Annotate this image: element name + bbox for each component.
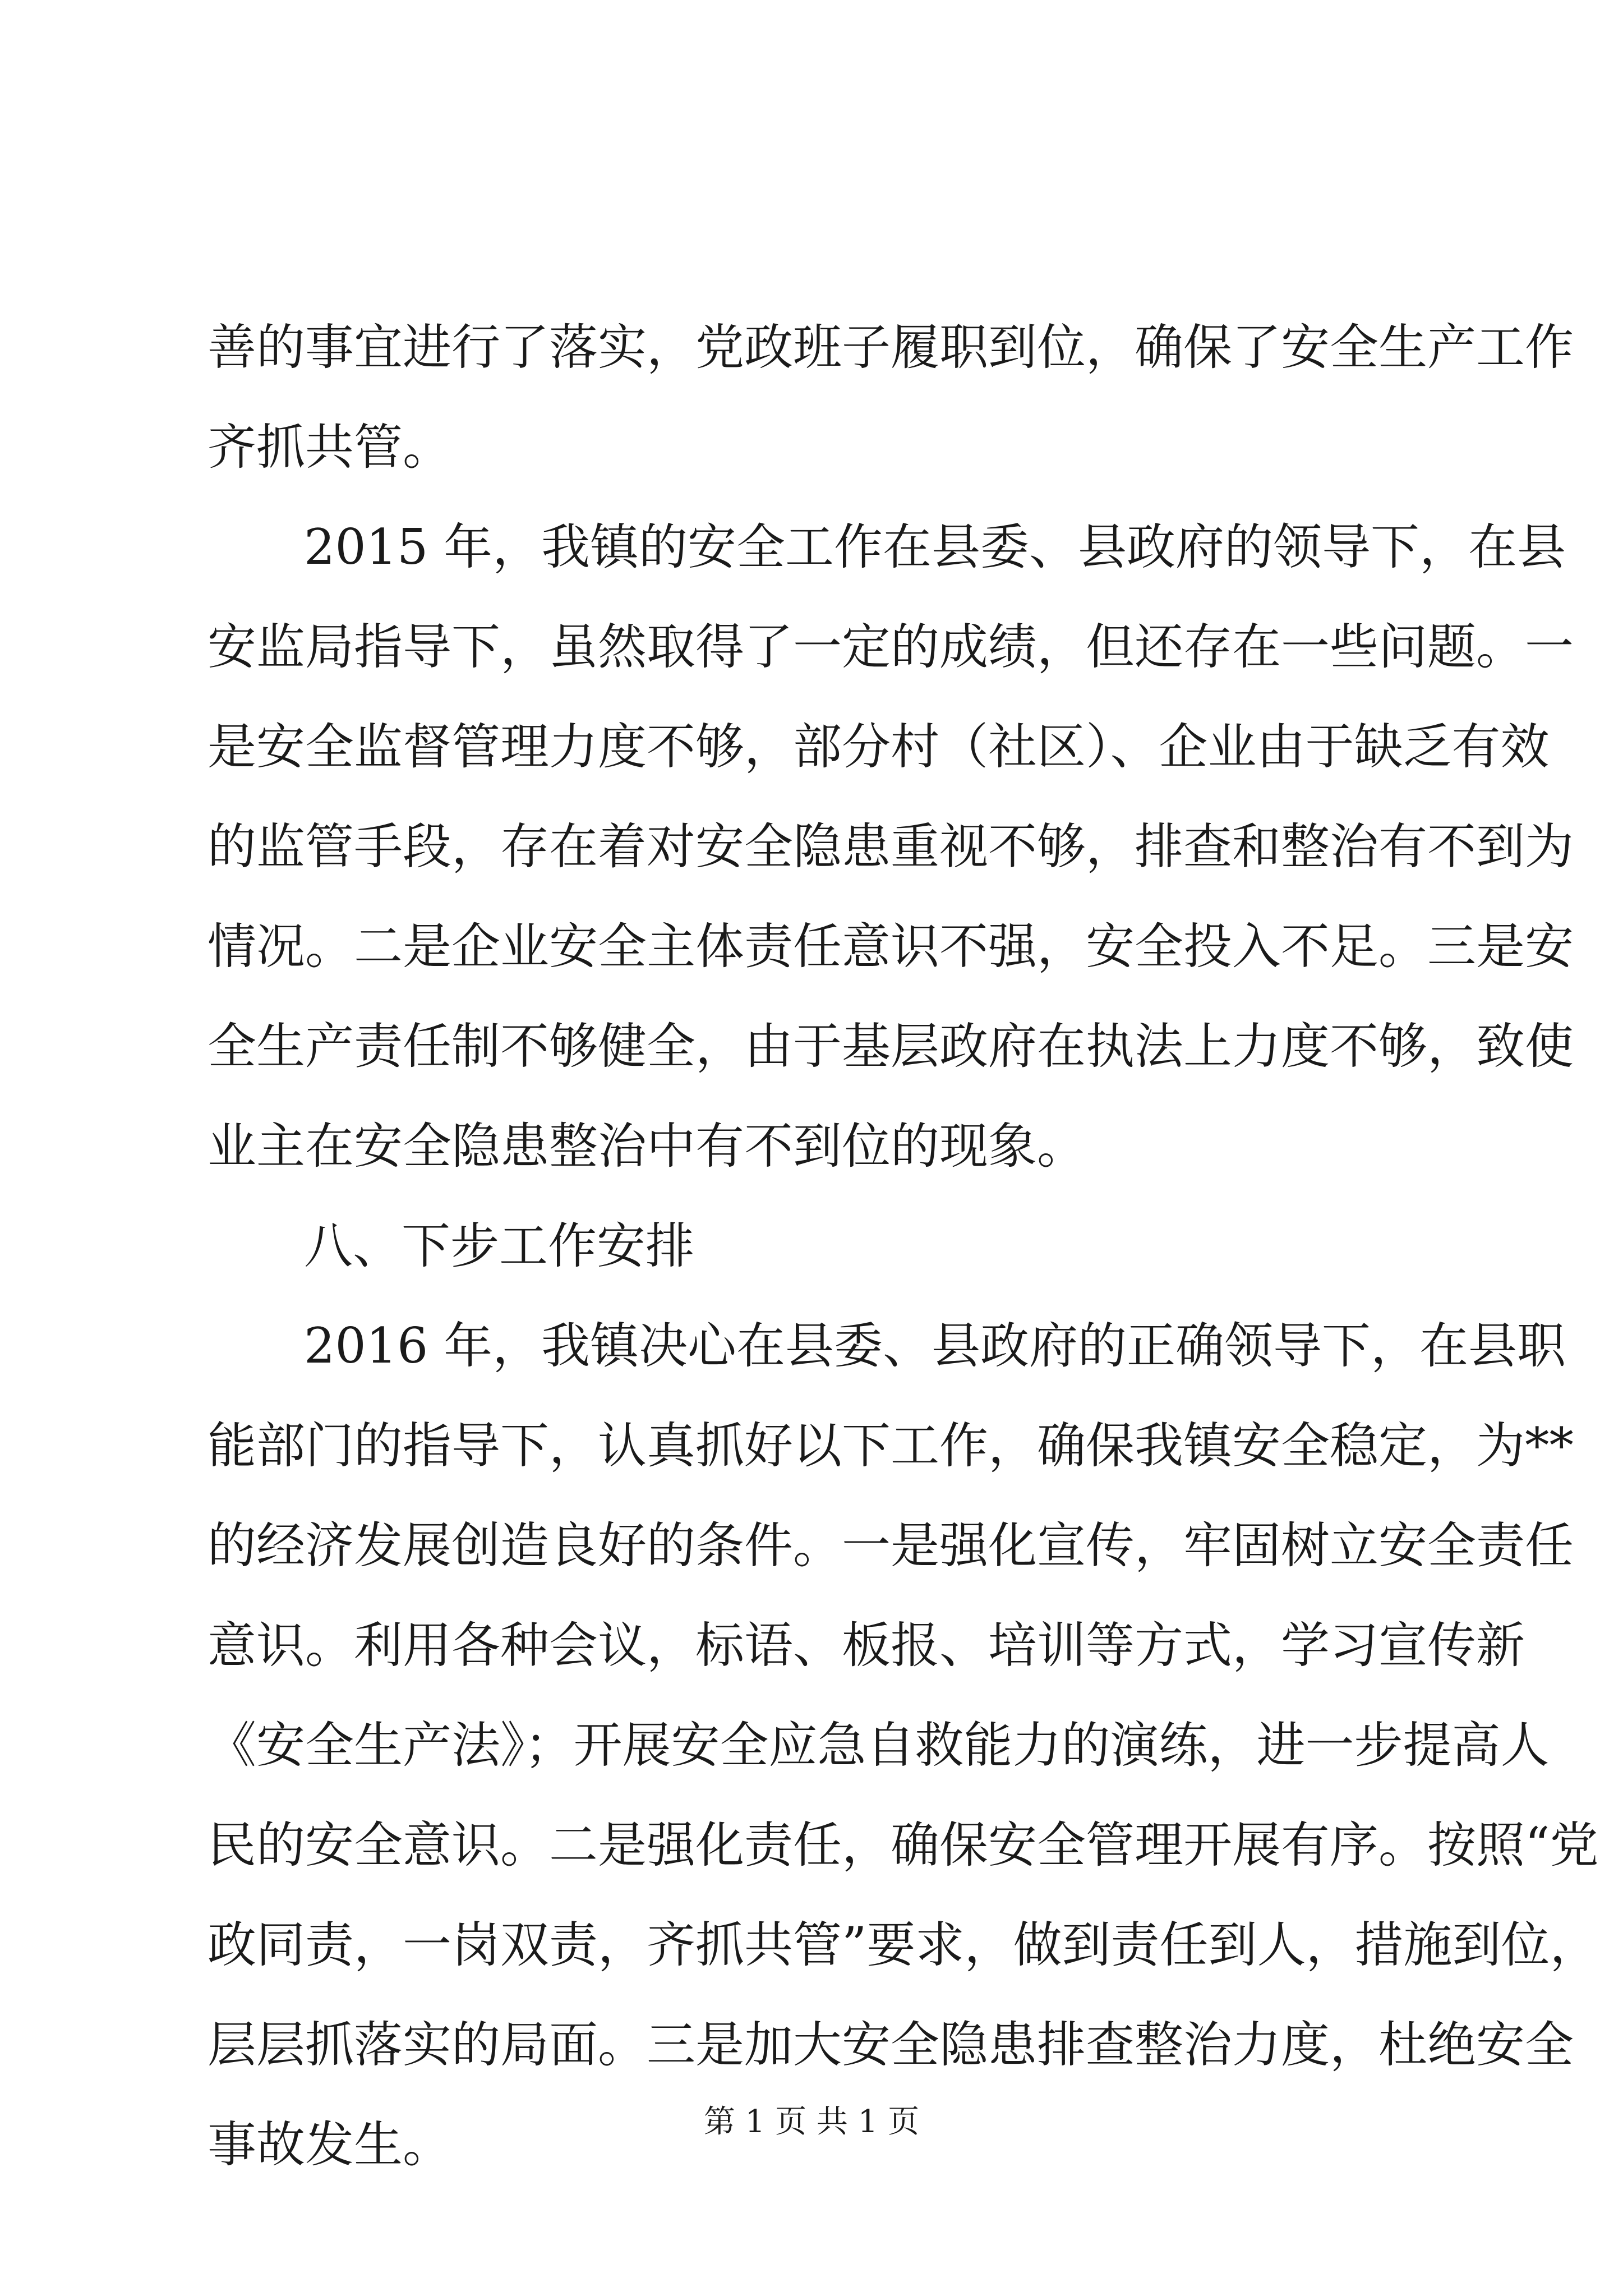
paragraph-line: 能部门的指导下，认真抓好以下工作，确保我镇安全稳定，为** <box>208 1417 1574 1474</box>
paragraph-line: 层层抓落实的局面。三是加大安全隐患排查整治力度，杜绝安全 <box>208 2016 1574 2073</box>
paragraph-line: 意识。利用各种会议，标语、板报、培训等方式，学习宣传新 <box>208 1617 1525 1674</box>
paragraph-line: 民的安全意识。二是强化责任，确保安全管理开展有序。按照“党 <box>208 1816 1599 1874</box>
section-heading: 八、下步工作安排 <box>304 1217 694 1274</box>
paragraph-line: 《安全生产法》；开展安全应急自救能力的演练，进一步提高人 <box>208 1717 1550 1774</box>
paragraph-line: 政同责，一岗双责，齐抓共管”要求，做到责任到人，措施到位， <box>208 1916 1599 1973</box>
paragraph-line: 事故发生。 <box>208 2116 451 2173</box>
paragraph-line: 情况。二是企业安全主体责任意识不强，安全投入不足。三是安 <box>208 918 1574 975</box>
paragraph-line: 齐抓共管。 <box>208 418 451 476</box>
paragraph-line: 善的事宜进行了落实，党政班子履职到位，确保了安全生产工作 <box>208 319 1574 376</box>
paragraph-line: 安监局指导下，虽然取得了一定的成绩，但还存在一些问题。一 <box>208 618 1574 675</box>
paragraph-line: 业主在安全隐患整治中有不到位的现象。 <box>208 1117 1086 1175</box>
paragraph-line: 全生产责任制不够健全，由于基层政府在执法上力度不够，致使 <box>208 1018 1574 1075</box>
paragraph-line: 是安全监督管理力度不够，部分村（社区）、企业由于缺乏有效 <box>208 718 1550 775</box>
paragraph-line: 2015 年，我镇的安全工作在县委、县政府的领导下，在县 <box>304 518 1566 576</box>
paragraph-line: 的监管手段，存在着对安全隐患重视不够，排查和整治有不到为 <box>208 818 1574 875</box>
page-number-footer: 第 1 页 共 1 页 <box>703 2104 920 2140</box>
paragraph-line: 的经济发展创造良好的条件。一是强化宣传，牢固树立安全责任 <box>208 1517 1574 1574</box>
document-body <box>208 297 1599 2194</box>
paragraph-line: 2016 年，我镇决心在县委、县政府的正确领导下，在县职 <box>304 1317 1566 1374</box>
